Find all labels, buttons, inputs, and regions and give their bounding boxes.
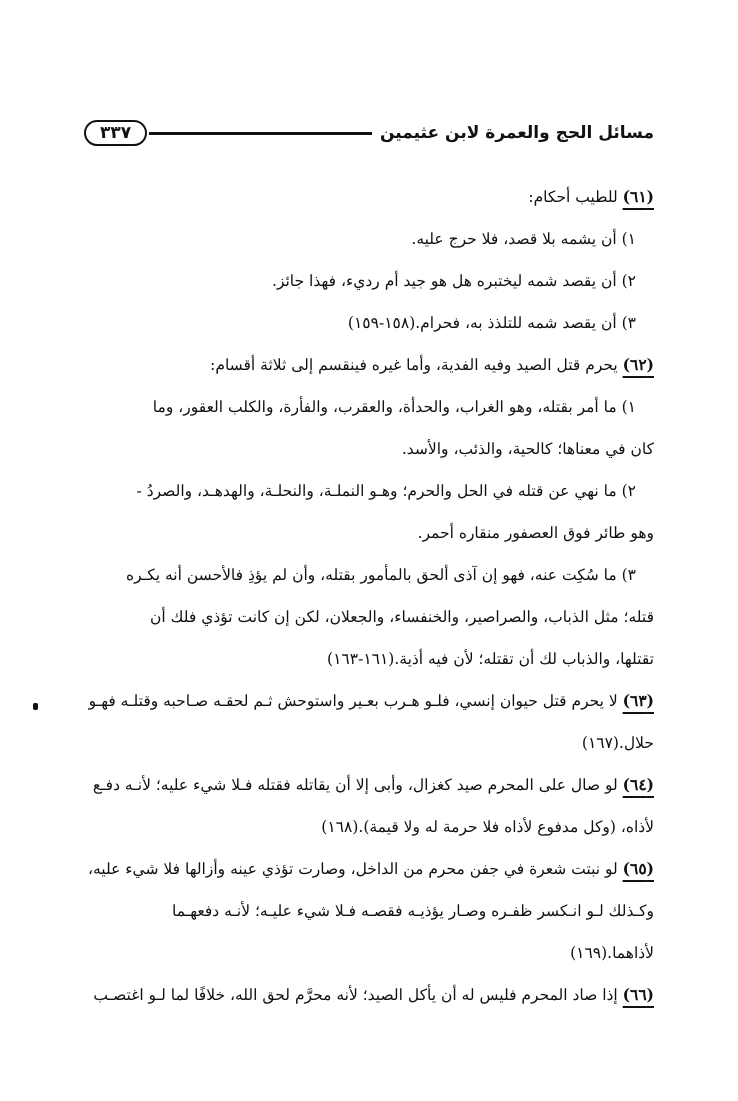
issue-63-cont: حلال.(١٦٧) [581, 734, 654, 752]
issue-number: (٦٣) [622, 691, 654, 710]
issue-62-item-2-cont: وهو طائر فوق العصفور منقاره أحمر. [417, 524, 654, 542]
issue-64-cont: لأذاه، (وكل مدفوع لأذاه فلا حرمة له ولا قيمة).(١٦٨) [321, 818, 654, 836]
page-number: ٣٣٧ [84, 120, 147, 146]
issue-61-item-3: ٣) أن يقصد شمه للتلذذ به، فحرام.(١٥٨-١٥٩) [347, 314, 636, 332]
issue-number: (٦٢) [622, 355, 654, 374]
issue-61-heading: (٦١) للطيب أحكام: [528, 187, 654, 206]
header-rule [149, 132, 372, 135]
page-body [84, 176, 654, 1016]
issue-63-heading: (٦٣) لا يحرم قتل حيوان إنسي، فلـو هـرب بعـير واستوحش ثـم لحقـه صـاحبه وقتلـه فهـو [88, 691, 654, 710]
issue-62-item-1-cont: كان في معناها؛ كالحية، والذئب، والأسد. [401, 440, 654, 458]
issue-61-item-1: ١) أن يشمه بلا قصد، فلا حرج عليه. [411, 230, 636, 248]
issue-64-heading: (٦٤) لو صال على المحرم صيد كغزال، وأبى إلا أن يقاتله فقتله فـلا شيء عليه؛ لأنـه دفـع [92, 775, 654, 794]
issue-66-heading: (٦٦) إذا صاد المحرم فليس له أن يأكل الصيد؛ لأنه محرَّم لحق الله، خلافًا لما لـو اغتصـب [93, 985, 654, 1004]
issue-number: (٦١) [622, 187, 654, 206]
issue-62-item-3-end: تقتلها، والذباب لك أن تقتله؛ لأن فيه أذية.(١٦١-١٦٣) [327, 650, 654, 668]
issue-61-item-2: ٢) أن يقصد شمه ليختبره هل هو جيد أم رديء، فهذا جائز. [272, 272, 636, 290]
page-header [84, 118, 654, 148]
issue-62-item-3: ٣) ما سُكِت عنه، فهو إن آذى ألحق بالمأمور بقتله، وأن لم يؤذِ فالأحسن أنه يكـره [125, 566, 636, 584]
running-title: مسائل الحج والعمرة لابن عثيمين [379, 123, 654, 143]
issue-62-item-3-cont: قتله؛ مثل الذباب، والصراصير، والخنفساء، والجعلان، لكن إن كانت تؤذي فلك أن [150, 608, 654, 626]
issue-number: (٦٤) [622, 775, 654, 794]
issue-65-cont: وكـذلك لـو انـكسر ظفـره وصـار يؤذيـه فقصـه فـلا شيء عليـه؛ لأنـه دفعهـما [171, 902, 654, 920]
issue-62-heading: (٦٢) يحرم قتل الصيد وفيه الفدية، وأما غيره فينقسم إلى ثلاثة أقسام: [210, 355, 654, 374]
issue-65-heading: (٦٥) لو نبتت شعرة في جفن محرم من الداخل، وصارت تؤذي عينه وأزالها فلا شيء عليه، [87, 859, 654, 878]
issue-62-item-1: ١) ما أمر بقتله، وهو الغراب، والحدأة، والعقرب، والفأرة، والكلب العقور، وما [152, 398, 636, 416]
issue-62-item-2: ٢) ما نهي عن قتله في الحل والحرم؛ وهـو النملـة، والنحلـة، والهدهـد، والصردُ - [136, 482, 636, 500]
issue-number: (٦٦) [622, 985, 654, 1004]
issue-65-end: لأذاهما.(١٦٩) [570, 944, 654, 962]
margin-mark [33, 703, 38, 710]
issue-number: (٦٥) [622, 859, 654, 878]
